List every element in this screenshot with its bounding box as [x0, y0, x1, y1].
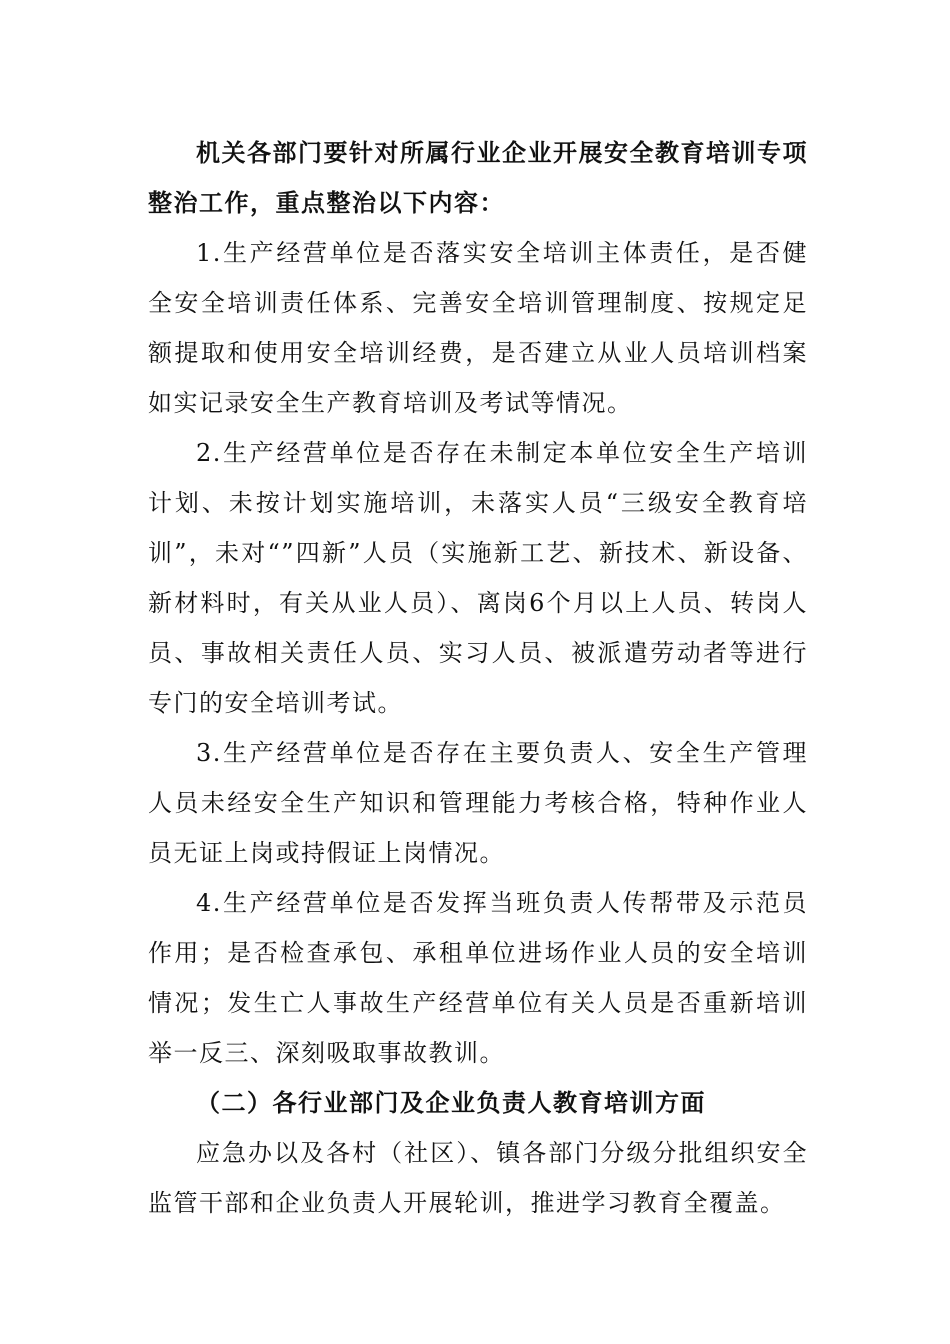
- intro-paragraph: 机关各部门要针对所属行业企业开展安全教育培训专项整治工作，重点整治以下内容：: [148, 139, 808, 217]
- list-item: 4.生产经营单位是否发挥当班负责人传帮带及示范员作用；是否检查承包、承租单位进场作业人员的安全培训情况；发生亡人事故生产经营单位有关人员是否重新培训举一反三、深刻吸取事故教训。: [148, 889, 808, 1067]
- section-paragraph: 应急办以及各村（社区）、镇各部门分级分批组织安全监管干部和企业负责人开展轮训，推进学习教育全覆盖。: [148, 1139, 808, 1217]
- list-item: 2.生产经营单位是否存在未制定本单位安全生产培训计划、未按计划实施培训，未落实人员“三级安全教育培训”，未对“”四新”人员（实施新工艺、新技术、新设备、新材料时，有关从业人员）、离岗6个月以上人员、转岗人员、事故相关责任人员、实习人员、被派遣劳动者等进行专门的安全培训考试。: [148, 439, 808, 717]
- section-heading: （二）各行业部门及企业负责人教育培训方面: [196, 1089, 706, 1117]
- list-item: 3.生产经营单位是否存在主要负责人、安全生产管理人员未经安全生产知识和管理能力考核合格，特种作业人员无证上岗或持假证上岗情况。: [148, 739, 808, 867]
- list-item: 1.生产经营单位是否落实安全培训主体责任，是否健全安全培训责任体系、完善安全培训管理制度、按规定足额提取和使用安全培训经费，是否建立从业人员培训档案如实记录安全生产教育培训及考试等情况。: [148, 239, 808, 417]
- document-body: [148, 128, 808, 1228]
